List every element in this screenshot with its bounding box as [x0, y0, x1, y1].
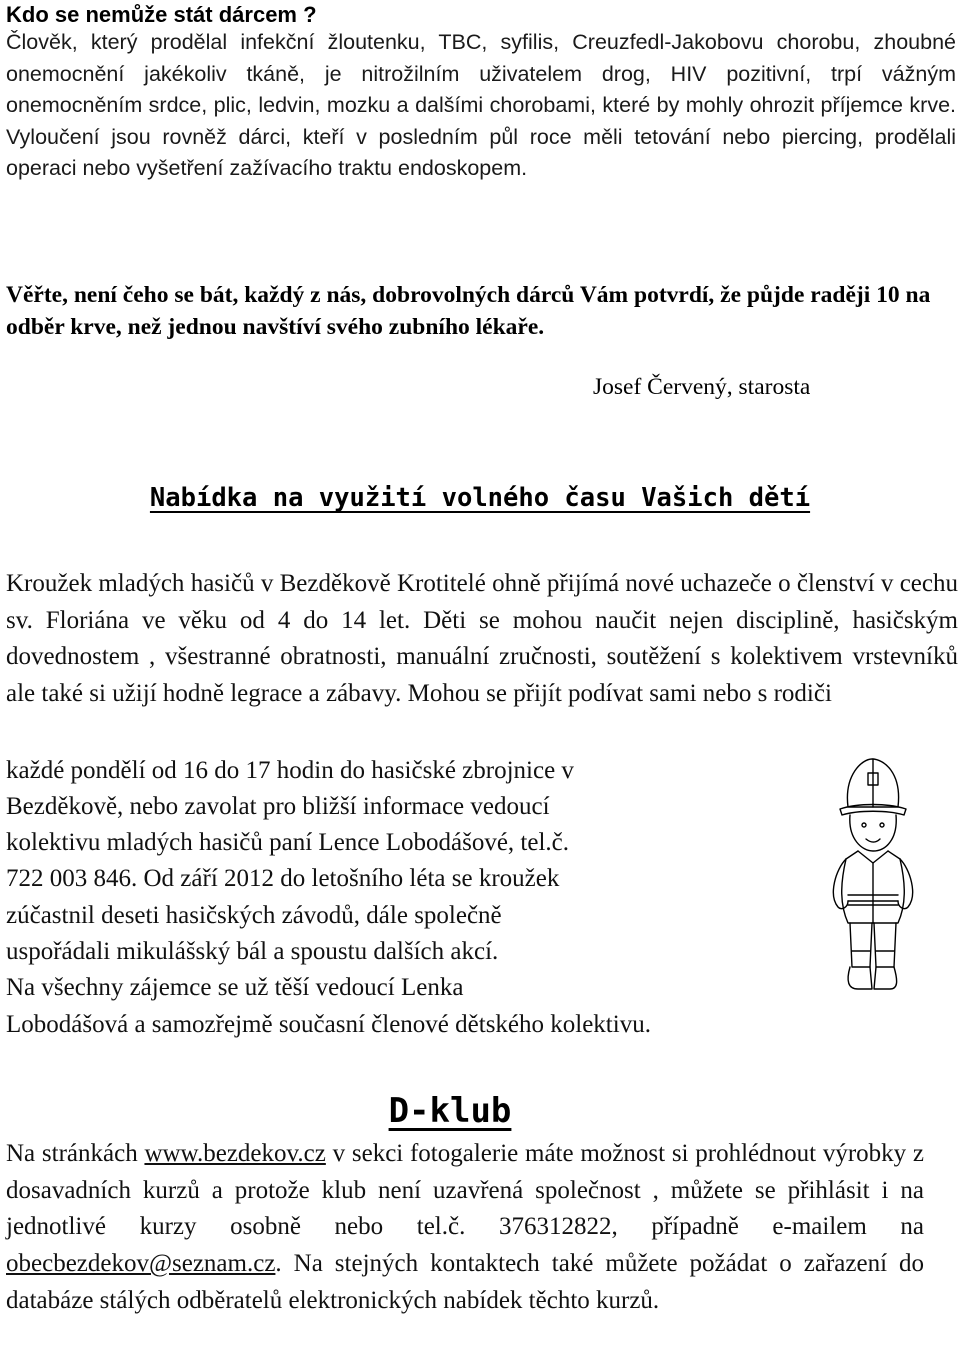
firefighter-child-icon	[818, 755, 924, 995]
firefighters-intro-paragraph: Kroužek mladých hasičů v Bezděkově Krotitelé ohně přijímá nové uchazeče o členství v cechu sv. Floriána ve věku od 4 do 14 let. Děti se mohou naučit nejen disciplině, hasičským dovednostem , všestranné obratnosti, manuální zručnosti, soutěžení s kolektivem vrstevníků ale také si užijí hodně legrace a zábavy. Mohou se přijít podívat sami nebo s rodiči	[6, 570, 958, 707]
dklub-text-before-link: Na stránkách	[6, 1140, 145, 1167]
email-link[interactable]: obecbezdekov@seznam.cz	[6, 1250, 276, 1278]
website-link[interactable]: www.bezdekov.cz	[144, 1140, 326, 1167]
detail-line: uspořádali mikulášský bál a spoustu dalších akcí.	[6, 938, 499, 965]
detail-line: každé pondělí od 16 do 17 hodin do hasičské zbrojnice v	[6, 757, 574, 784]
dklub-heading: D-klub	[388, 1091, 512, 1131]
donor-encouragement-paragraph: Věřte, není čeho se bát, každý z nás, dobrovolných dárců Vám potvrdí, že půjde raději 10 na odběr krve, než jednou navštíví svého zubního lékaře.	[6, 282, 931, 340]
signature: Josef Červený, starosta	[593, 374, 811, 400]
detail-line: 722 003 846. Od září 2012 do letošního léta se kroužek	[6, 865, 560, 892]
detail-line: kolektivu mladých hasičů paní Lence Lobodášové, tel.č.	[6, 829, 570, 856]
detail-line: Bezděkově, nebo zavolat pro bližší informace vedoucí	[6, 793, 550, 820]
dklub-text-after-link: v sekci fotogalerie máte možnost si prohlédnout výrobky z dosavadních kurzů a protože klub není uzavřená společnost , můžete se přihlásit i na jednotlivé kurzy osobně nebo tel.č. 376312822, případně e-mailem na	[6, 1140, 924, 1241]
donor-exclusion-paragraph: Člověk, který prodělal infekční žloutenku, TBC, syfilis, Creuzfedl-Jakobovu chorobu, zhoubné onemocnění jakékoliv tkáně, je nitrožilním uživatelem drog, HIV pozitivní, trpí vážným onemocněním srdce, plic, ledvin, mozku a dalšími chorobami, které by mohly ohrozit příjemce krve. Vyloučení jsou rovněž dárci, kteří v posledním půl roce měli tetování nebo piercing, prodělali operaci nebo vyšetření zažívacího traktu endoskopem.	[6, 30, 956, 180]
leisure-offer-heading: Nabídka na využití volného času Vašich dětí	[149, 483, 811, 513]
detail-line: Lobodášová a samozřejmě současní členové dětského kolektivu.	[6, 1011, 651, 1038]
detail-line: zúčastnil deseti hasičských závodů, dále společně	[6, 902, 502, 929]
donor-exclusion-title: Kdo se nemůže stát dárcem ?	[6, 2, 317, 27]
detail-line: Na všechny zájemce se už těší vedoucí Lenka	[6, 974, 464, 1001]
dklub-paragraph	[6, 1136, 924, 1320]
dklub-text-after-email: . Na stejných kontaktech také můžete požádat o zařazení do databáze stálých odběratelů elektronických nabídek těchto kurzů.	[6, 1250, 924, 1314]
